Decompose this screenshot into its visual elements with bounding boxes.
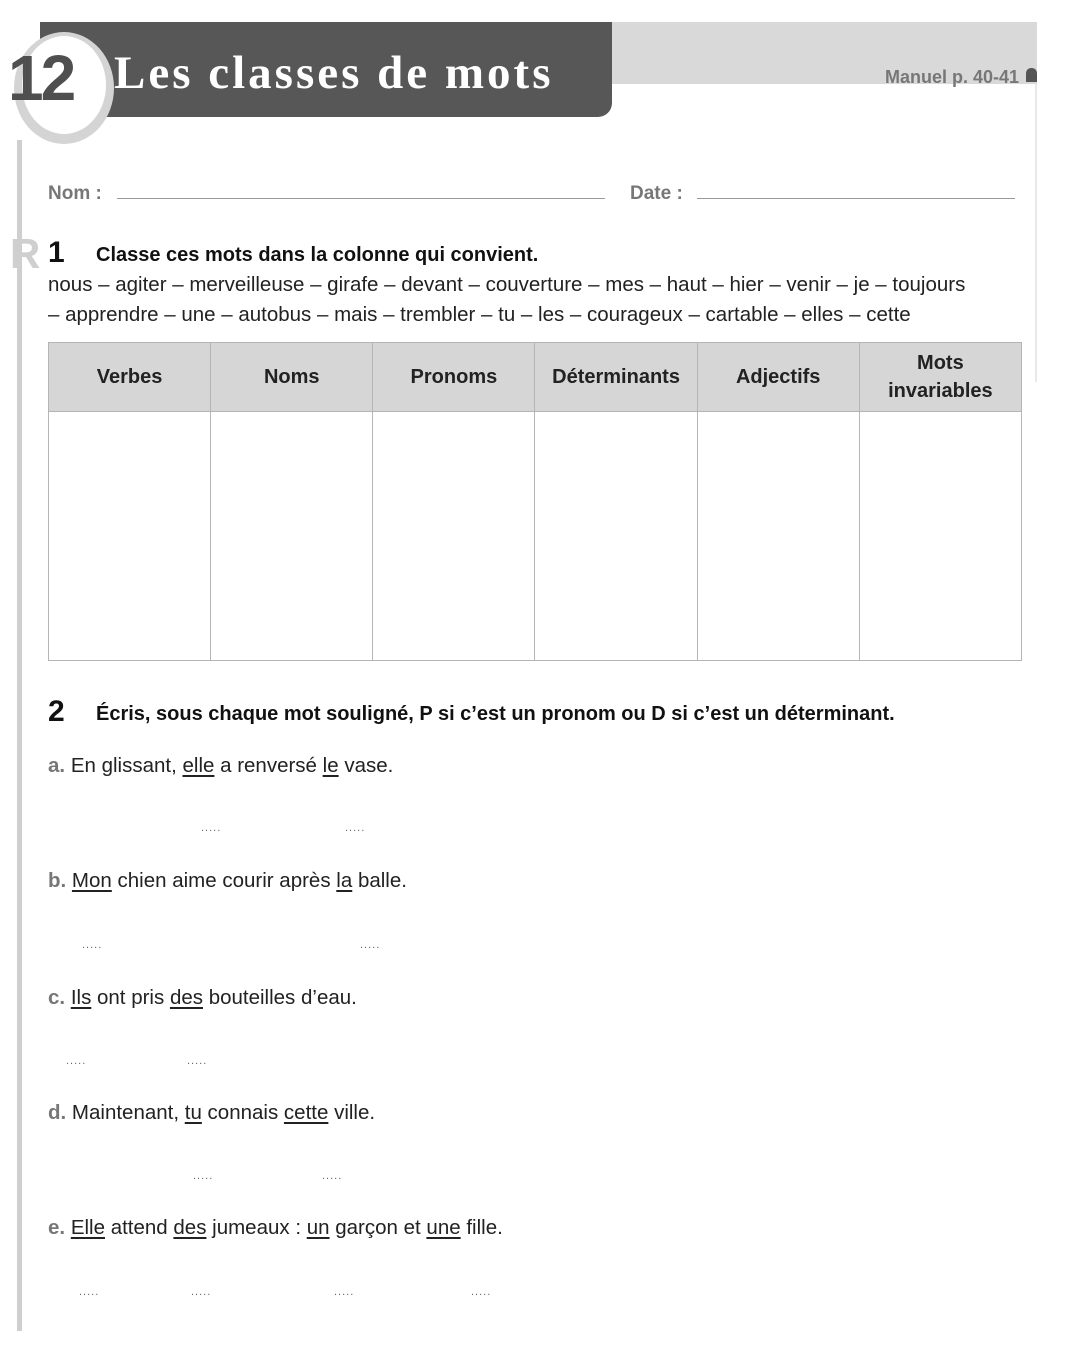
sentence-letter: d.: [48, 1101, 67, 1124]
answer-cell-noms[interactable]: [211, 412, 373, 661]
underlined-word: tu: [184, 1101, 202, 1124]
page-title: Les classes de mots: [114, 47, 554, 99]
underlined-word: des: [173, 1216, 207, 1239]
underlined-word: la: [336, 869, 353, 892]
column-header-determinants: Déterminants: [535, 343, 697, 412]
underlined-word: Mon: [71, 869, 112, 892]
answer-cell-determinants[interactable]: [535, 412, 697, 661]
sentence-d: d. Maintenant, tu connais cette ville.: [48, 1101, 376, 1124]
answer-blank[interactable]: .....: [193, 1170, 214, 1182]
exercise-1-number: 1: [48, 236, 65, 269]
margin-bar: [17, 140, 22, 1331]
date-field[interactable]: [697, 198, 1015, 199]
date-label: Date :: [630, 183, 683, 204]
word-list-line-2: – apprendre – une – autobus – mais – trembler – tu – les – courageux – cartable – elles – cette: [48, 303, 911, 326]
answer-blank[interactable]: .....: [322, 1170, 343, 1182]
answer-blank[interactable]: .....: [66, 1055, 87, 1067]
sentence-letter: c.: [48, 986, 66, 1009]
sentence-c: c. Ils ont pris des bouteilles d’eau.: [48, 986, 357, 1009]
sentence-letter: a.: [48, 754, 66, 777]
answer-blank[interactable]: .....: [360, 939, 381, 951]
answer-cell-pronoms[interactable]: [373, 412, 535, 661]
sentence-e: e. Elle attend des jumeaux : un garçon et une fille.: [48, 1216, 503, 1239]
right-border: [1035, 84, 1037, 382]
underlined-word: une: [426, 1216, 461, 1239]
exercise-2-number: 2: [48, 695, 65, 728]
column-header-verbes: Verbes: [49, 343, 211, 412]
answer-blank[interactable]: .....: [345, 822, 366, 834]
nom-field[interactable]: [117, 198, 605, 199]
classification-table: [48, 342, 1022, 661]
underlined-word: le: [322, 754, 339, 777]
underlined-word: cette: [283, 1101, 329, 1124]
underlined-word: elle: [182, 754, 215, 777]
worksheet-number: 12: [8, 42, 74, 114]
exercise-2-instruction: Écris, sous chaque mot souligné, P si c’est un pronom ou D si c’est un déterminant.: [96, 703, 895, 725]
column-header-mots-invariables: Mots invariables: [859, 343, 1021, 412]
word-list-line-1: nous – agiter – merveilleuse – girafe – devant – couverture – mes – haut – hier – venir – je – toujours: [48, 273, 966, 296]
margin-mark-icon: R: [10, 230, 41, 277]
answer-cell-adjectifs[interactable]: [697, 412, 859, 661]
underlined-word: des: [169, 986, 203, 1009]
answer-blank[interactable]: .....: [82, 939, 103, 951]
column-header-adjectifs: Adjectifs: [697, 343, 859, 412]
column-header-noms: Noms: [211, 343, 373, 412]
sentence-letter: e.: [48, 1216, 66, 1239]
answer-blank[interactable]: .....: [334, 1286, 355, 1298]
column-header-pronoms: Pronoms: [373, 343, 535, 412]
nom-label: Nom :: [48, 183, 102, 204]
manuel-reference: Manuel p. 40-41: [884, 67, 1019, 87]
answer-blank[interactable]: .....: [187, 1055, 208, 1067]
answer-blank[interactable]: .....: [471, 1286, 492, 1298]
answer-cell-verbes[interactable]: [49, 412, 211, 661]
tab-icon: [1026, 68, 1037, 82]
sentence-b: b. Mon chien aime courir après la balle.: [48, 869, 407, 892]
underlined-word: Elle: [70, 1216, 105, 1239]
underlined-word: un: [306, 1216, 330, 1239]
answer-blank[interactable]: .....: [79, 1286, 100, 1298]
answer-blank[interactable]: .....: [201, 822, 222, 834]
sentence-a: a. En glissant, elle a renversé le vase.: [48, 754, 394, 777]
underlined-word: Ils: [70, 986, 92, 1009]
exercise-1-instruction: Classe ces mots dans la colonne qui convient.: [96, 244, 539, 266]
answer-cell-mots-invariables[interactable]: [859, 412, 1021, 661]
answer-blank[interactable]: .....: [191, 1286, 212, 1298]
sentence-letter: b.: [48, 869, 67, 892]
